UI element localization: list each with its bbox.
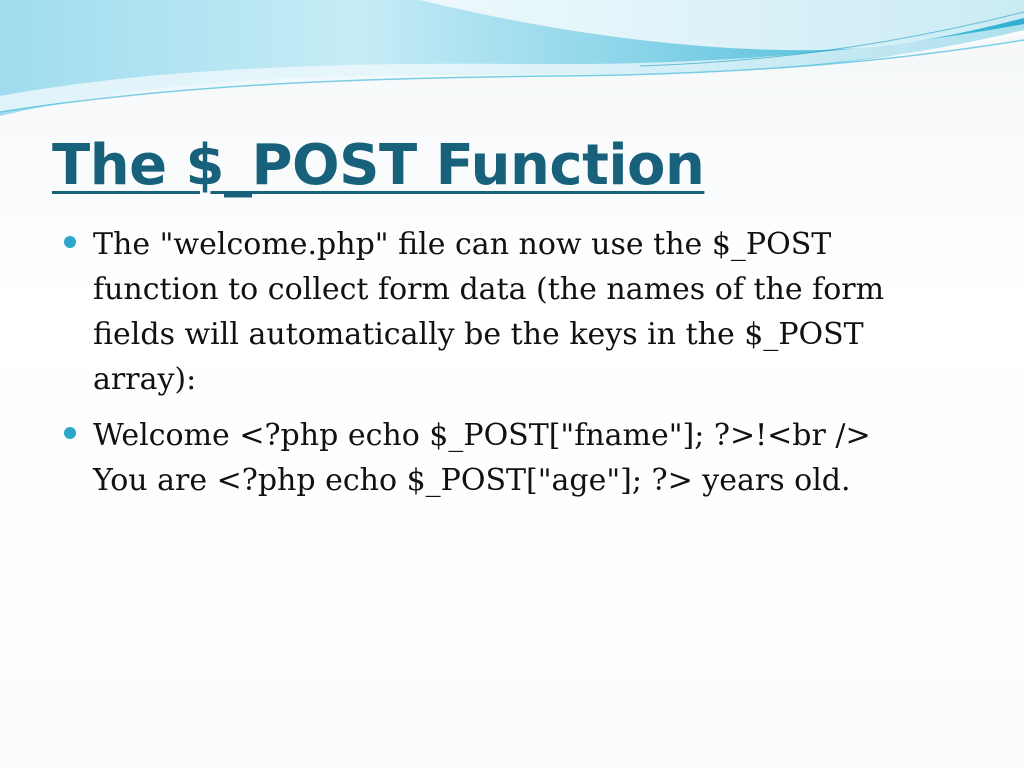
bullet-dot-icon	[64, 427, 76, 439]
bullet-dot-icon	[64, 236, 76, 248]
slide-title: The $_POST Function	[52, 133, 705, 198]
code-line-age: You are <?php echo $_POST["age"]; ?> years old.	[93, 463, 851, 498]
bullet-list	[64, 222, 944, 514]
bullet-text: The "welcome.php" file can now use the $_POST function to collect form data (the names of the form fields will automatically be the keys in the $_POST array):	[93, 227, 885, 397]
list-item	[64, 413, 944, 503]
wave-header-decoration	[0, 0, 1024, 120]
list-item	[64, 222, 944, 402]
code-line-welcome: Welcome <?php echo $_POST["fname"]; ?>!<br />	[93, 418, 871, 453]
